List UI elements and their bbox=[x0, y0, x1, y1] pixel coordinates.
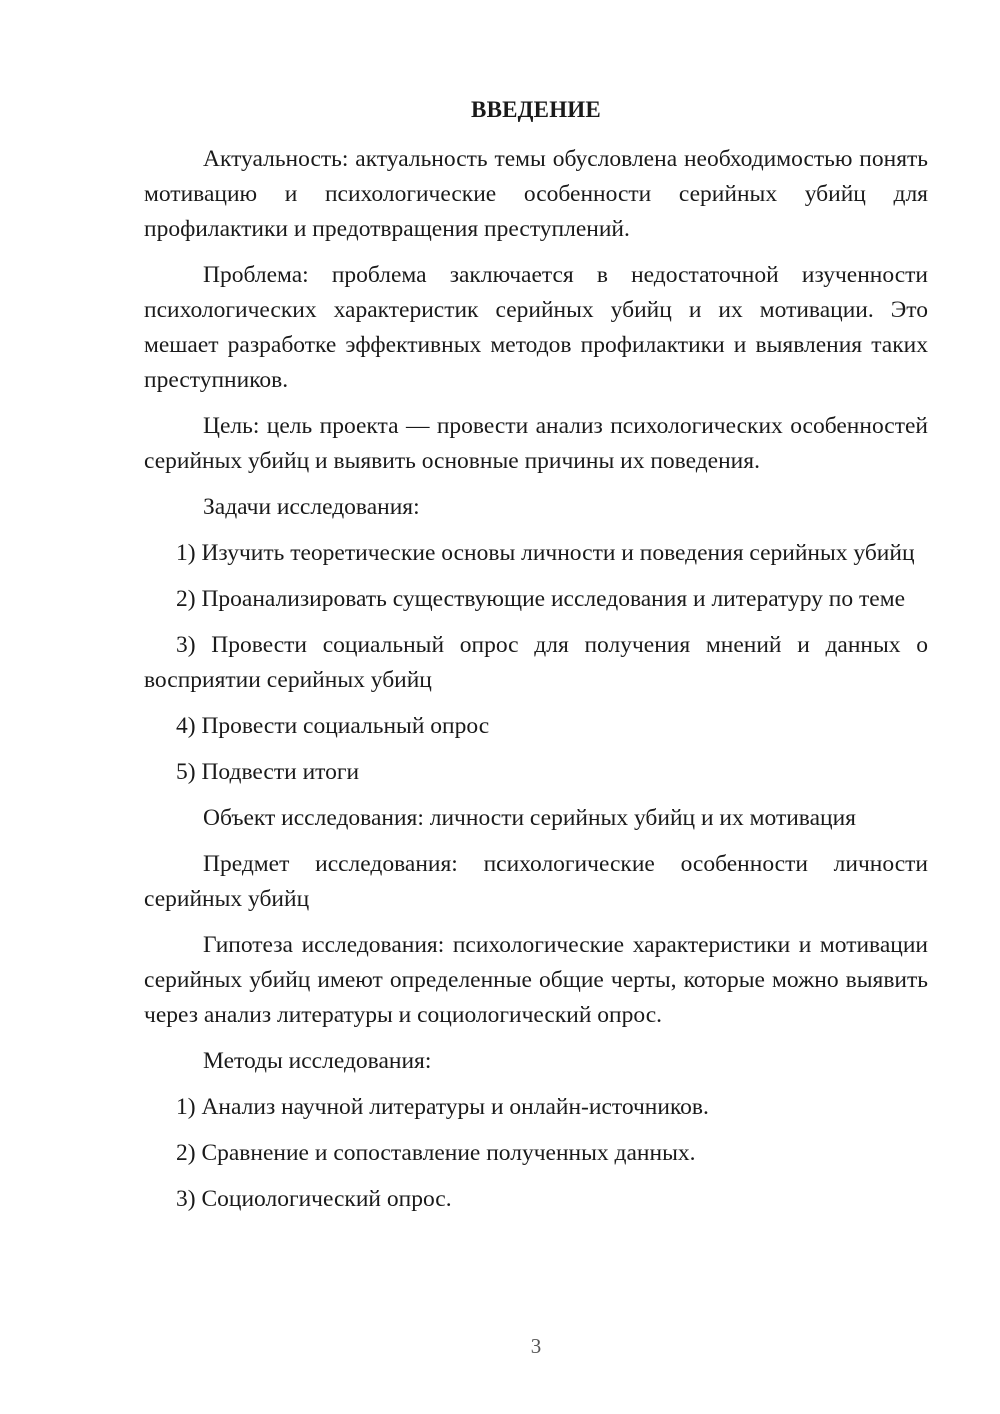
method-item-1: 1) Анализ научной литературы и онлайн-источников. bbox=[176, 1094, 709, 1120]
paragraph-problem: Проблема: проблема заключается в недостаточной изученности психологических характеристик серийных убийц и их мотивации. Это мешает разработке эффективных методов профилактики и выявления таких преступников. bbox=[144, 262, 928, 393]
task-item-2: 2) Проанализировать существующие исследования и литературу по теме bbox=[176, 586, 906, 612]
paragraph-hypothesis: Гипотеза исследования: психологические характеристики и мотивации серийных убийц имеют определенные общие черты, которые можно выявить через анализ литературы и социологический опрос. bbox=[144, 932, 928, 1028]
paragraph-tasks-heading: Задачи исследования: bbox=[203, 494, 420, 520]
paragraph-subject: Предмет исследования: психологические особенности личности серийных убийц bbox=[144, 851, 928, 912]
body-text bbox=[144, 142, 928, 1228]
page-title: ВВЕДЕНИЕ bbox=[471, 97, 601, 122]
paragraph-goal: Цель: цель проекта — провести анализ психологических особенностей серийных убийц и выявить основные причины их поведения. bbox=[144, 413, 928, 474]
paragraph-methods-heading: Методы исследования: bbox=[203, 1048, 432, 1074]
task-item-5: 5) Подвести итоги bbox=[176, 759, 360, 785]
page-number: 3 bbox=[530, 1334, 542, 1358]
paragraph-relevance: Актуальность: актуальность темы обусловлена необходимостью понять мотивацию и психологические особенности серийных убийц для профилактики и предотвращения преступлений. bbox=[144, 146, 928, 242]
task-item-1: 1) Изучить теоретические основы личности и поведения серийных убийц bbox=[176, 540, 915, 566]
task-item-3: 3) Провести социальный опрос для получения мнений и данных о восприятии серийных убийц bbox=[144, 632, 928, 693]
method-item-2: 2) Сравнение и сопоставление полученных данных. bbox=[176, 1140, 696, 1166]
paragraph-object: Объект исследования: личности серийных убийц и их мотивация bbox=[203, 805, 856, 831]
method-item-3: 3) Социологический опрос. bbox=[176, 1186, 452, 1212]
task-item-4: 4) Провести социальный опрос bbox=[176, 713, 490, 739]
